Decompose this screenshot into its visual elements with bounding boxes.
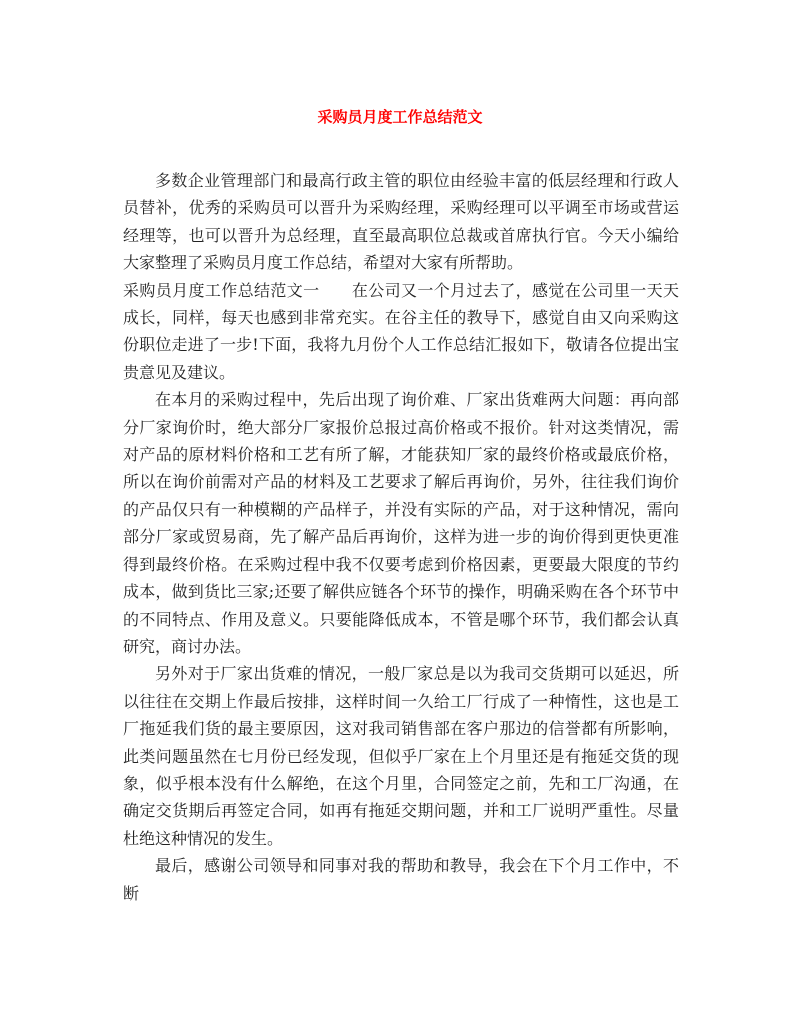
document-body	[123, 167, 679, 907]
document-title: 采购员月度工作总结范文	[317, 108, 483, 126]
section-paragraph	[123, 277, 679, 387]
section-heading: 采购员月度工作总结范文一	[123, 280, 320, 300]
section-first-text: 在公司又一个月过去了，感觉在公司里一天天成长，同样，每天也感到非常充实。在谷主任的教导下，感觉自由又向采购这份职位走进了一步!下面，我将九月份个人工作总结汇报如下，敬请各位提出宝贵意见及建议。	[123, 280, 679, 382]
body-paragraph-2: 在本月的采购过程中，先后出现了询价难、厂家出货难两大问题：再向部分厂家询价时，绝大部分厂家报价总报过高价格或不报价。针对这类情况，需对产品的原材料价格和工艺有所了解，才能获知厂家的最终价格或最底价格，所以在询价前需对产品的材料及工艺要求了解后再询价，另外，往往我们询价的产品仅只有一种模糊的产品样子，并没有实际的产品，对于这种情况，需向部分厂家或贸易商，先了解产品后再询价，这样为进一步的询价得到更快更准得到最终价格。在采购过程中我不仅要考虑到价格因素，更要最大限度的节约成本，做到货比三家;还要了解供应链各个环节的操作，明确采购在各个环节中的不同特点、作用及意义。只要能降低成本，不管是哪个环节，我们都会认真研究，商讨办法。	[123, 390, 679, 656]
intro-paragraph: 多数企业管理部门和最高行政主管的职位由经验丰富的低层经理和行政人员替补，优秀的采购员可以晋升为采购经理，采购经理可以平调至市场或营运经理等，也可以晋升为总经理，直至最高职位总裁或首席执行官。今天小编给大家整理了采购员月度工作总结，希望对大家有所帮助。	[123, 171, 679, 273]
body-paragraph-4: 最后，感谢公司领导和同事对我的帮助和教导，我会在下个月工作中，不断	[123, 856, 679, 903]
body-paragraph-3: 另外对于厂家出货难的情况，一般厂家总是以为我司交货期可以延迟，所以往往在交期上作最后按排，这样时间一久给工厂行成了一种惰性，这也是工厂拖延我们货的最主要原因，这对我司销售部在客户那边的信誉都有所影响，此类问题虽然在七月份已经发现，但似乎厂家在上个月里还是有拖延交货的现象，似乎根本没有什么解绝，在这个月里，合同签定之前，先和工厂沟通，在确定交货期后再签定合同，如再有拖延交期问题，并和工厂说明严重性。尽量杜绝这种情况的发生。	[123, 664, 679, 848]
